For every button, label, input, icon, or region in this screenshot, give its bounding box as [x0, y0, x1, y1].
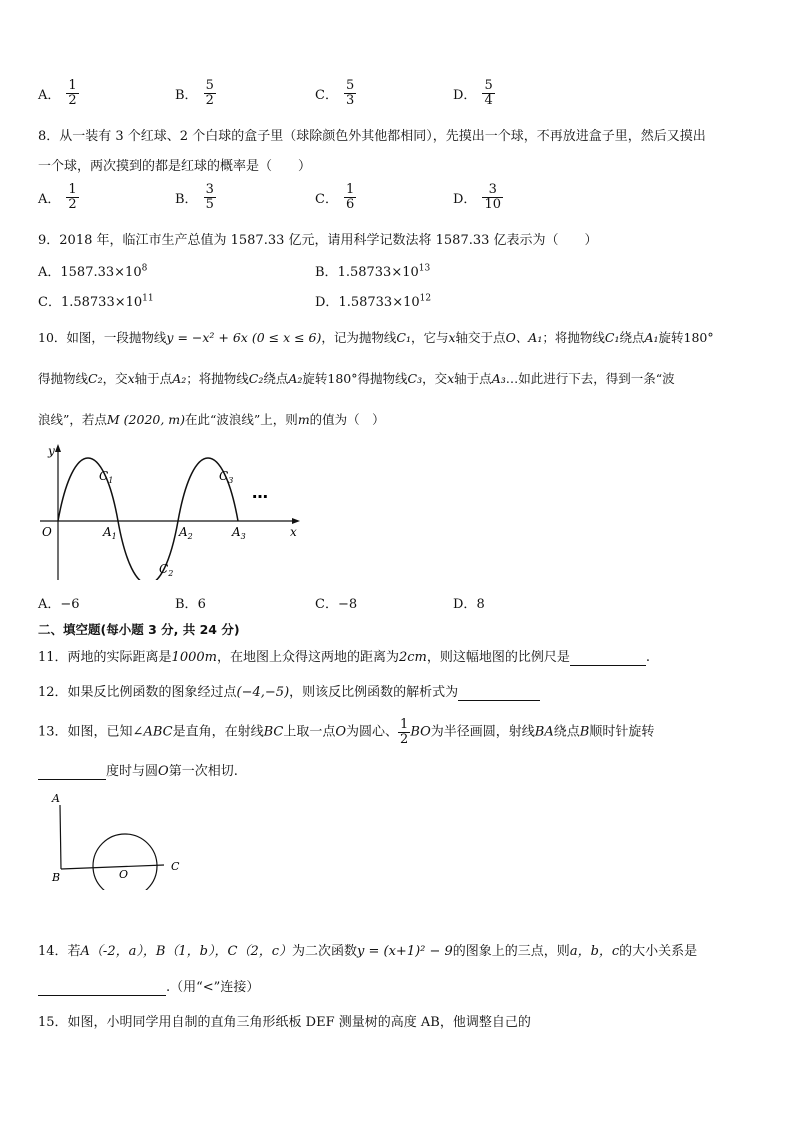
fraction: $\frac{5}{4}$ [484, 78, 493, 108]
q10-option-d: D．8 [453, 597, 485, 612]
point-a-label: A [52, 792, 60, 805]
y-axis-arrow [55, 444, 61, 452]
q10-option-a: A．−6 [38, 597, 80, 612]
fraction: $\frac{1}{2}$ [400, 717, 409, 747]
origin-label: O [42, 525, 52, 539]
continuation-dots: … [252, 483, 268, 502]
q8-option-c: C． $\frac{1}{6}$ [315, 182, 355, 212]
q14-line2: .（用“<”连接） [38, 976, 259, 996]
x-label: x [290, 525, 297, 539]
circle-o [93, 834, 157, 890]
y-label: y [48, 444, 55, 458]
section-heading: 二、填空题(每小题 3 分, 共 24 分) [38, 622, 240, 637]
fraction: $\frac{1}{6}$ [345, 182, 355, 212]
q12: 12．如果反比例函数的图象经过点(−4,−5)，则该反比例函数的解析式为 [38, 681, 540, 701]
q14-line1: 14．若A（-2，a），B（1，b），C（2，c）为二次函数y = (x+1)² − 9的图象上的三点，则a，b，c的大小关系是 [38, 944, 698, 959]
q11: 11．两地的实际距离是1000m，在地图上众得这两地的距离为2cm，则这幅地图的比例尺是 . [38, 650, 651, 665]
q9-stem: 9．2018 年，临江市生产总值为 1587.33 亿元，请用科学记数法将 1587.33 亿表示为（ ） [38, 233, 598, 248]
q10-line2: 得抛物线C₂，交x轴于点A₂；将抛物线C₂绕点A₂旋转180°得抛物线C₃，交x轴于点A₃…如此进行下去，得到一条“波 [38, 371, 675, 386]
q15: 15．如图，小明同学用自制的直角三角形纸板 DEF 测量树的高度 AB，他调整自己的 [38, 1015, 531, 1030]
q13-line2: 度时与圆O第一次相切. [38, 760, 238, 780]
q9-option-a: A．$1587.33\times 10^8$ [38, 263, 148, 280]
q9-option-d: D．$1.58733\times 10^{12}$ [315, 293, 432, 310]
point-o-label: O [119, 868, 129, 881]
q10-line3: 浪线”，若点M (2020, m)在此“波浪线”上，则m的值为（ ） [38, 412, 385, 427]
a1-label: $A_1$ [103, 525, 117, 541]
q9-option-c: C．$1.58733\times 10^{11}$ [38, 293, 154, 310]
point-b-label: B [52, 871, 61, 884]
wave-line-figure [30, 440, 310, 580]
q8-option-d: D． $\frac{3}{10}$ [453, 182, 501, 212]
circle-tangent-figure [40, 785, 200, 890]
answer-blank[interactable] [570, 650, 646, 666]
ray-bc [61, 865, 164, 869]
q8-option-a: A． $\frac{1}{2}$ [38, 182, 77, 212]
fraction: $\frac{5}{3}$ [345, 78, 355, 108]
fraction: $\frac{1}{2}$ [68, 78, 77, 108]
c2-label: $C_2$ [159, 562, 174, 578]
answer-blank[interactable] [38, 764, 106, 780]
fraction: $\frac{5}{2}$ [205, 78, 214, 108]
a3-label: $A_3$ [232, 525, 246, 541]
q8-line2: 一个球，两次摸到的都是红球的概率是（ ） [38, 159, 312, 174]
answer-blank[interactable] [38, 980, 166, 996]
q7-option-a: A． $\frac{1}{2}$ [38, 78, 77, 108]
q13-line1: 13．如图，已知∠ABC是直角，在射线BC上取一点O为圆心、 $\frac{1}{2}$ BO为半径画圆，射线BA绕点B顺时针旋转 [38, 717, 655, 747]
ray-ba [60, 805, 61, 869]
q8-line1: 8．从一装有 3 个红球、2 个白球的盒子里（球除颜色外其他都相同），先摸出一个球，不再放进盒子里，然后又摸出 [38, 129, 706, 144]
fraction: $\frac{3}{10}$ [484, 182, 501, 212]
fraction: $\frac{1}{2}$ [68, 182, 77, 212]
fraction: $\frac{3}{5}$ [205, 182, 214, 212]
q7-option-d: D． $\frac{5}{4}$ [453, 78, 493, 108]
q7-option-c: C． $\frac{5}{3}$ [315, 78, 355, 108]
wave-curve [58, 458, 238, 580]
c3-label: $C_3$ [219, 469, 234, 485]
q10-line1: 10．如图，一段抛物线y = −x² + 6x (0 ≤ x ≤ 6)，记为抛物线C₁，它与x轴交于点O、A₁；将抛物线C₁绕点A₁旋转180° [38, 330, 714, 345]
q8-option-b: B． $\frac{3}{5}$ [175, 182, 214, 212]
c1-label: $C_1$ [99, 469, 114, 485]
q10-option-c: C．−8 [315, 597, 358, 612]
answer-blank[interactable] [458, 685, 540, 701]
q7-option-b: B． $\frac{5}{2}$ [175, 78, 214, 108]
a2-label: $A_2$ [179, 525, 193, 541]
q10-option-b: B．6 [175, 597, 206, 612]
point-c-label: C [171, 860, 180, 873]
q9-option-b: B．$1.58733\times 10^{13}$ [315, 263, 431, 280]
x-axis-arrow [292, 518, 300, 524]
